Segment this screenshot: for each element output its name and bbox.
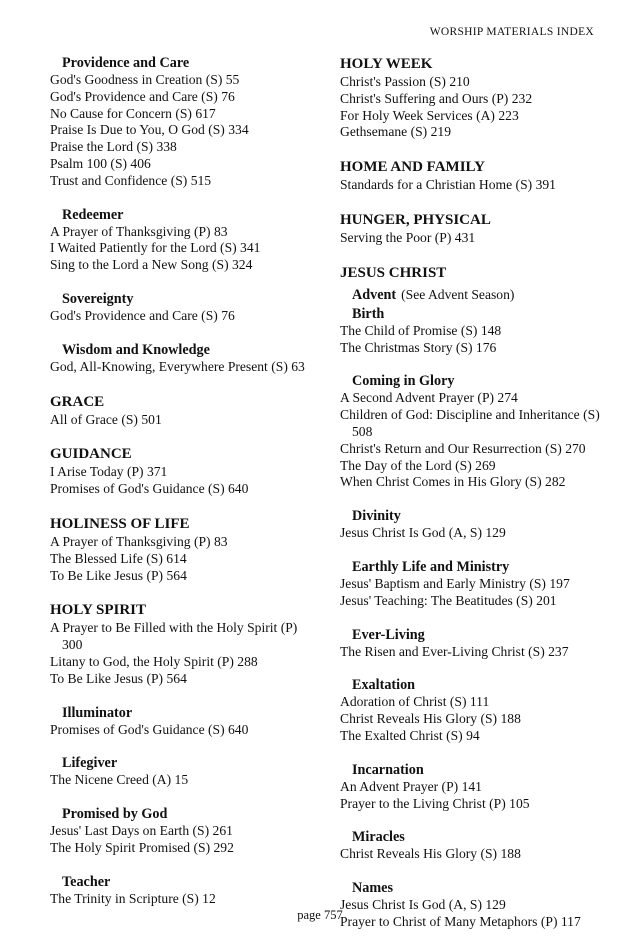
index-entry: Serving the Poor (P) 431 [340,229,476,245]
index-entry: God's Providence and Care (S) 76 [50,307,235,323]
heading-text: Earthly Life and Ministry [352,558,510,575]
index-entry: Praise the Lord (S) 338 [50,139,177,155]
heading-text: HOLY SPIRIT [50,602,147,619]
index-section-exaltation [340,677,602,744]
heading-text: Exaltation [352,677,416,694]
index-heading [340,55,602,73]
index-section-promised-by-god [50,806,318,857]
index-section-coming-in-glory [340,373,602,491]
heading-text: HOLINESS OF LIFE [50,515,190,532]
index-section-providence-and-care [50,55,318,190]
heading-text: JESUS CHRIST [340,264,447,281]
index-entry: Prayer to the Living Christ (P) 105 [340,795,530,811]
index-heading [50,601,318,619]
index-entry: To Be Like Jesus (P) 564 [50,670,187,686]
index-entry: A Prayer to Be Filled with the Holy Spirit (P) 300 [50,620,298,653]
index-entry: Christ Reveals His Glory (S) 188 [340,711,521,727]
heading-text: Miracles [352,829,405,846]
left-column [50,55,318,925]
heading-text: HOLY WEEK [340,56,433,72]
heading-text: HUNGER, PHYSICAL [340,211,491,228]
index-entry: Christ's Passion (S) 210 [340,74,470,89]
heading-text: Teacher [62,873,111,890]
index-entry: A Prayer of Thanksgiving (P) 83 [50,223,228,239]
index-section-jesus-christ [340,264,602,282]
index-entry: Jesus Christ Is God (A, S) 129 [340,525,506,541]
index-section-holiness-of-life [50,515,318,584]
index-heading [50,393,318,411]
index-section-grace [50,393,318,429]
index-entry: The Child of Promise (S) 148 [340,322,502,338]
index-section-redeemer [50,207,318,274]
heading-text: Divinity [352,508,401,525]
index-section-earthly-life-and-ministry [340,559,602,610]
index-entry: Promises of God's Guidance (S) 640 [50,481,249,497]
index-section-holy-week [340,55,602,141]
index-entry: The Exalted Christ (S) 94 [340,727,480,743]
heading-text: Names [352,880,393,897]
index-entry: Jesus' Last Days on Earth (S) 261 [50,823,233,839]
index-subheading [340,373,602,390]
index-heading [340,264,602,282]
index-entry: Prayer to Christ of Many Metaphors (P) 117 [340,913,581,929]
index-heading [50,515,318,533]
index-heading [340,158,602,176]
index-entry: Christ's Suffering and Ours (P) 232 [340,90,533,106]
index-section-illuminator [50,705,318,739]
heading-text: Promised by God [62,806,168,823]
index-entry: The Holy Spirit Promised (S) 292 [50,839,234,855]
index-subheading [50,806,318,823]
index-entry: Gethsemane (S) 219 [340,124,451,140]
index-entry: Promises of God's Guidance (S) 640 [50,721,249,737]
index-entry: Trust and Confidence (S) 515 [50,172,212,188]
index-entry: The Trinity in Scripture (S) 12 [50,890,216,906]
heading-text: Advent [352,286,397,303]
index-entry: Christ's Return and Our Resurrection (S) 270 [340,440,586,456]
heading-text: Ever-Living [352,626,425,643]
index-subheading [50,342,318,359]
index-section-advent [340,286,602,304]
index-section-names [340,880,602,931]
index-section-ever-living [340,627,602,661]
index-entry: A Prayer of Thanksgiving (P) 83 [50,533,228,549]
index-entry: The Christmas Story (S) 176 [340,339,497,355]
index-entry: God's Goodness in Creation (S) 55 [50,72,240,87]
index-entry: For Holy Week Services (A) 223 [340,107,519,123]
heading-text: Wisdom and Knowledge [62,341,210,358]
index-subheading [340,762,602,779]
index-subheading [50,207,318,224]
index-entry: Sing to the Lord a New Song (S) 324 [50,257,253,273]
index-subheading [50,705,318,722]
index-entry: All of Grace (S) 501 [50,411,162,427]
heading-text: Coming in Glory [352,373,455,390]
index-entry: Standards for a Christian Home (S) 391 [340,177,556,193]
index-section-holy-spirit [50,601,318,687]
cross-reference-note: (See Advent Season) [401,286,515,302]
index-subheading [50,755,318,772]
index-section-incarnation [340,762,602,813]
index-subheading [50,291,318,308]
index-entry: When Christ Comes in His Glory (S) 282 [340,474,566,490]
index-entry: Jesus' Baptism and Early Ministry (S) 197 [340,575,570,591]
index-entry: The Blessed Life (S) 614 [50,550,187,566]
index-subheading [340,677,602,694]
index-entry: Praise Is Due to You, O God (S) 334 [50,122,249,138]
index-subheading [340,306,602,323]
index-section-teacher [50,874,318,908]
heading-text: GRACE [50,393,105,410]
index-subheading [340,559,602,576]
heading-text: Illuminator [62,704,133,721]
index-subheading [340,627,602,644]
index-section-lifegiver [50,755,318,789]
index-entry: Adoration of Christ (S) 111 [340,694,490,710]
heading-text: Birth [352,305,385,322]
index-entry: I Waited Patiently for the Lord (S) 341 [50,240,261,256]
index-subheading [340,508,602,525]
index-section-wisdom-and-knowledge [50,342,318,376]
index-section-sovereignty [50,291,318,325]
heading-text: GUIDANCE [50,446,132,463]
index-entry: Jesus' Teaching: The Beatitudes (S) 201 [340,592,557,608]
index-entry: God's Providence and Care (S) 76 [50,88,235,104]
index-entry: The Nicene Creed (A) 15 [50,772,189,788]
heading-text: HOME AND FAMILY [340,159,486,176]
index-entry: To Be Like Jesus (P) 564 [50,567,187,583]
index-subheading [340,880,602,897]
index-entry: No Cause for Concern (S) 617 [50,105,216,121]
index-heading [340,211,602,229]
index-entry: Christ Reveals His Glory (S) 188 [340,846,521,862]
index-entry: The Day of the Lord (S) 269 [340,457,496,473]
heading-text: Providence and Care [62,55,190,71]
index-section-miracles [340,829,602,863]
index-section-home-and-family [340,158,602,194]
heading-text: Incarnation [352,761,424,778]
heading-text: Lifegiver [62,755,118,772]
heading-text: Sovereignty [62,290,134,307]
heading-text: Redeemer [62,206,124,223]
index-section-birth [340,306,602,357]
index-section-hunger-physical [340,211,602,247]
right-column [340,55,602,948]
index-subheading [50,874,318,891]
running-header: WORSHIP MATERIALS INDEX [429,26,594,38]
index-section-guidance [50,445,318,498]
index-subheading [340,286,602,304]
index-subheading [340,829,602,846]
index-entry: Litany to God, the Holy Spirit (P) 288 [50,653,258,669]
index-entry: God, All-Knowing, Everywhere Present (S) 63 [50,358,305,374]
index-section-divinity [340,508,602,542]
index-entry: Psalm 100 (S) 406 [50,155,151,171]
index-heading [50,445,318,463]
index-entry: The Risen and Ever-Living Christ (S) 237 [340,643,569,659]
index-subheading [50,55,318,72]
page-number: page 757 [297,908,343,922]
index-entry: I Arise Today (P) 371 [50,464,168,480]
index-entry: Jesus Christ Is God (A, S) 129 [340,897,506,913]
index-entry: A Second Advent Prayer (P) 274 [340,390,518,406]
index-entry: Children of God: Discipline and Inheritance (S) 508 [340,407,600,439]
index-entry: An Advent Prayer (P) 141 [340,778,482,794]
